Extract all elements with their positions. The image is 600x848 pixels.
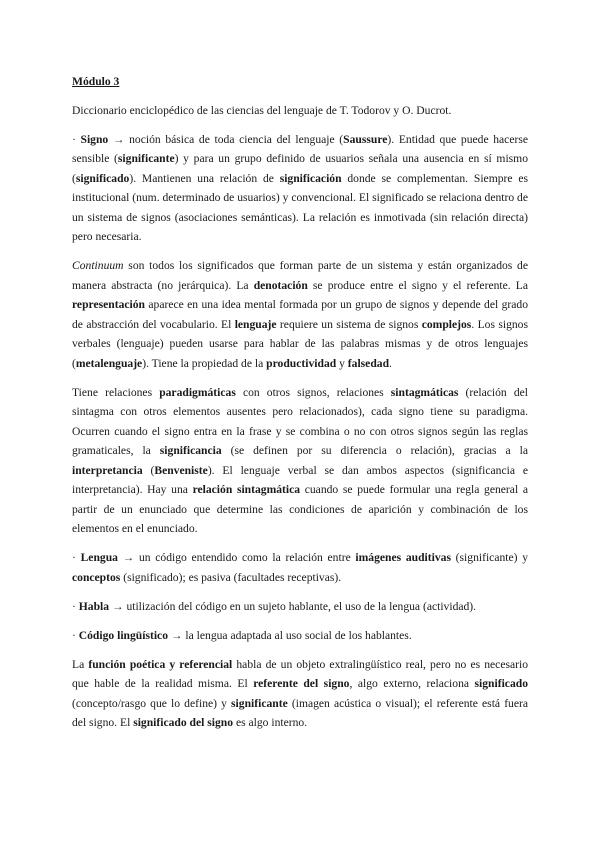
text-run: ·	[72, 132, 81, 146]
text-run: son todos los significados que forman parte de un sistema y están organizados de manera abstracta (no jerárquica). La	[72, 259, 528, 292]
text-run: ). Tiene la propiedad de la	[142, 356, 267, 370]
bold-term: falsedad	[347, 356, 390, 370]
text-run: cuando se puede formular una regla general a partir de un enunciado que determine las condiciones de aparición y combinación de los elementos en el enunciado.	[72, 483, 528, 535]
bold-term: significancia	[159, 444, 222, 457]
text-run: ). Mantienen una relación de	[129, 171, 280, 185]
text-run: (relación del sintagma con otros elementos ausentes pero relacionados), cada signo tiene su paradigma. Ocurren cuando el signo entra en la frase y se combina o no con otros signos según las reglas gramaticales, la	[72, 385, 528, 457]
bold-term: sintagmáticas	[390, 385, 459, 399]
bold-term: conceptos	[72, 570, 121, 584]
bold-term: función poética y referencial	[88, 657, 233, 671]
paragraph-lengua	[72, 548, 528, 587]
document-page	[72, 72, 528, 742]
bold-term: Signo	[80, 132, 109, 146]
bold-term: Habla	[78, 599, 110, 613]
source-reference: Diccionario enciclopédico de las ciencias del lenguaje de T. Todorov y O. Ducrot.	[72, 103, 452, 117]
paragraph-signo	[72, 130, 528, 247]
bold-term: interpretancia	[72, 463, 143, 477]
text-run: (	[142, 463, 155, 477]
paragraph-funcion-poetica	[72, 655, 528, 733]
module-title: Módulo 3	[72, 75, 120, 88]
bold-term: representación	[72, 298, 145, 311]
text-run: → la lengua adaptada al uso social de los hablantes.	[168, 628, 412, 642]
bold-term: complejos	[421, 317, 472, 331]
text-run: (concepto/rasgo que lo define) y	[72, 696, 232, 710]
text-run: (se definen por su diferencia o relación), gracias a la	[221, 444, 528, 457]
bold-term: paradigmáticas	[159, 385, 236, 399]
bold-term: denotación	[253, 278, 308, 292]
bold-term: significado del signo	[133, 716, 234, 729]
bold-term: significado	[474, 677, 528, 690]
text-run: .	[389, 356, 392, 370]
text-run: ·	[72, 599, 79, 613]
text-run: Tiene relaciones	[72, 385, 160, 399]
text-run: aparece en una idea mental formada por un grupo de signos y depende del grado de abstracción del vocabulario. El	[72, 298, 528, 331]
italic-term: Continuum	[72, 259, 124, 272]
bold-term: significante	[231, 696, 288, 710]
text-run: (imagen acústica o visual); el referente está fuera del signo. El	[72, 696, 528, 729]
bold-term: Saussure	[343, 132, 388, 146]
text-run: se produce entre el signo y el referente. La	[307, 278, 528, 292]
text-run: con otros signos, relaciones	[235, 385, 391, 399]
text-run: donde se complementan. Siempre es institucional (num. determinado de usuarios) y convencional. El significado se relaciona dentro de un sistema de signos (asociaciones semánticas). La relación es inmotivada (sin relación directa) pero necesaria.	[72, 171, 528, 243]
text-run: es algo interno.	[233, 716, 308, 729]
bold-term: significante	[117, 152, 175, 165]
text-run: ·	[72, 551, 81, 564]
text-run: y	[336, 356, 348, 370]
bold-term: imágenes auditivas	[355, 551, 451, 564]
text-run: ). El lenguaje verbal se dan ambos aspectos (significancia e interpretancia). Hay una	[72, 463, 528, 496]
text-run: ) y para un grupo definido de usuarios señala una ausencia en sí mismo (	[72, 152, 528, 185]
bold-term: Benveniste	[154, 463, 208, 477]
paragraph-continuum	[72, 256, 528, 373]
bold-term: significado	[75, 171, 130, 185]
text-run: La	[72, 657, 89, 671]
paragraph-codigo-linguistico	[72, 626, 528, 646]
text-run: → un código entendido como la relación entre	[117, 551, 356, 564]
paragraph-habla	[72, 597, 528, 617]
bold-term: relación sintagmática	[192, 483, 301, 496]
text-run: requiere un sistema de signos	[276, 317, 422, 331]
text-run: , algo externo, relaciona	[349, 677, 475, 690]
text-run: (significado); es pasiva (facultades receptivas).	[120, 570, 342, 584]
text-run: → utilización del código en un sujeto hablante, el uso de la lengua (actividad).	[109, 599, 477, 613]
bold-term: metalenguaje	[75, 356, 143, 370]
bold-term: Lengua	[80, 551, 118, 564]
bold-term: Código lingüístico	[78, 628, 168, 642]
bold-term: productividad	[266, 356, 337, 370]
text-run: → noción básica de toda ciencia del lenguaje (	[108, 132, 344, 146]
paragraph-relaciones	[72, 383, 528, 539]
bold-term: referente del signo	[253, 677, 350, 690]
text-run: . Los signos verbales (lenguaje) pueden usarse para hablar de las palabras mismas y de otros lenguajes (	[72, 317, 528, 370]
bold-term: lenguaje	[234, 317, 277, 331]
text-run: habla de un objeto extralingüístico real, pero no es necesario que hable de la realidad misma. El	[72, 657, 528, 690]
text-run: ·	[72, 628, 79, 642]
text-run: (significante) y	[450, 551, 528, 564]
bold-term: significación	[279, 171, 342, 185]
text-run: ). Entidad que puede hacerse sensible (	[72, 132, 528, 165]
